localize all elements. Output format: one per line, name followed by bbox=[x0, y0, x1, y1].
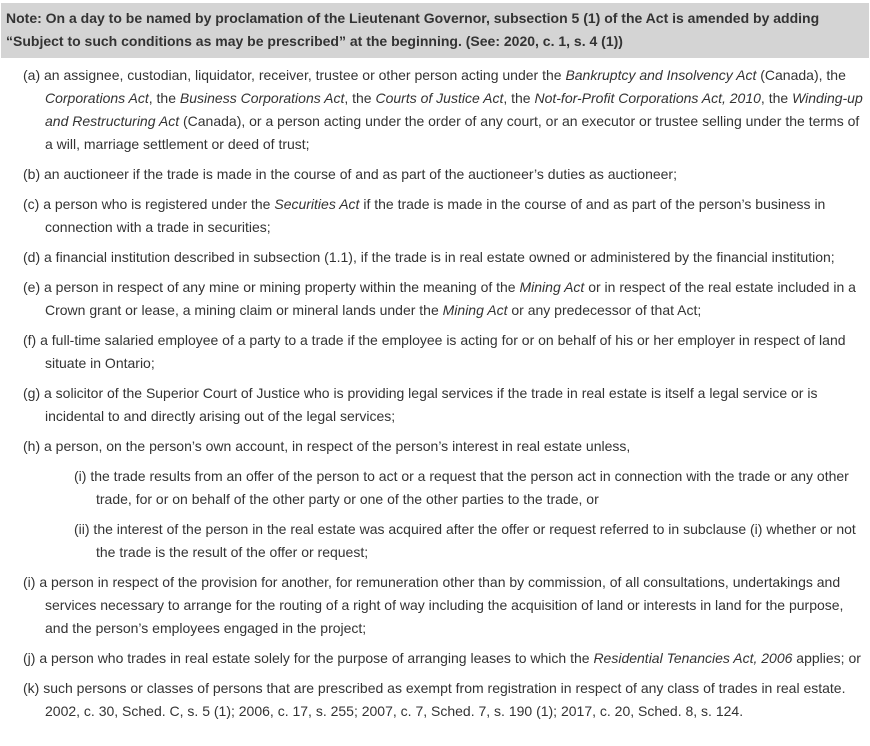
clause-g: (g) a solicitor of the Superior Court of Justice who is providing legal services if the trade in real estate is itself a legal service or is incidental to and directly arising out of the legal services; bbox=[23, 385, 818, 424]
clause-a-text-5: , the bbox=[503, 90, 535, 106]
clause-a-text-6: , the bbox=[760, 90, 793, 106]
clause-a-text-3: , the bbox=[148, 90, 180, 106]
clause-a-act-business-corporations: Business Corporations Act bbox=[179, 90, 345, 106]
clause-f: (f) a full-time salaried employee of a party to a trade if the employee is acting for or on behalf of his or her employer in respect of land situate in Ontario; bbox=[23, 332, 846, 371]
exemption-list bbox=[0, 58, 870, 723]
clause-e-act-mining-2: Mining Act bbox=[442, 302, 508, 318]
clause-a-act-bankruptcy: Bankruptcy and Insolvency Act bbox=[565, 67, 757, 83]
clause-d: (d) a financial institution described in subsection (1.1), if the trade is in real estate owned or administered by the financial institution; bbox=[23, 249, 835, 265]
clause-a-text-1: (a) an assignee, custodian, liquidator, receiver, trustee or other person acting under the bbox=[23, 67, 566, 83]
clause-a-text-4: , the bbox=[344, 90, 376, 106]
clause-c-act-securities: Securities Act bbox=[274, 196, 360, 212]
clause-c bbox=[0, 193, 870, 239]
clause-k: (k) such persons or classes of persons that are prescribed as exempt from registration in respect of any class of trades in real estate. 2002, c. 30, Sched. C, s. 5 (1); 2006, c. 17, s. 255; 2007, c. 7, Sched. 7, s. 190 (1); 2017, c. 20, Sched. 8, s. 124. bbox=[23, 680, 846, 719]
clause-i: (i) a person in respect of the provision for another, for remuneration other than by commission, of all consultations, undertakings and services necessary to arrange for the routing of a right of way including the acquisition of land or interests in land for the purpose, and the person’s employees engaged in the project; bbox=[23, 574, 844, 636]
subclause-ii: (ii) the interest of the person in the real estate was acquired after the offer or request referred to in subclause (i) whether or not the trade is the result of the offer or request; bbox=[74, 521, 856, 560]
clause-e bbox=[0, 276, 870, 322]
clause-e-text-2: or in respect of the real estate included in a Crown grant or lease, a mining claim or mineral lands under the bbox=[45, 279, 856, 318]
clause-j-act-residential: Residential Tenancies Act, 2006 bbox=[593, 650, 793, 666]
clause-a-text-2: (Canada), the bbox=[756, 67, 846, 83]
clause-e-text-3: or any predecessor of that Act; bbox=[507, 302, 702, 318]
clause-a-text-7: (Canada), or a person acting under the order of any court, or an executor or trustee selling under the terms of a will, marriage settlement or deed of trust; bbox=[45, 113, 860, 152]
clause-h: (h) a person, on the person’s own account, in respect of the person’s interest in real estate unless, bbox=[23, 438, 631, 454]
clause-a-act-corporations: Corporations Act bbox=[45, 90, 149, 106]
clause-a-act-nonprofit: Not-for-Profit Corporations Act, 2010 bbox=[534, 90, 761, 106]
clause-c-text-1: (c) a person who is registered under the bbox=[23, 196, 275, 212]
clause-a-act-winding-up: Winding-up and Restructuring Act bbox=[45, 90, 863, 129]
clause-c-text-2: if the trade is made in the course of and as part of the person’s business in connection with a trade in securities; bbox=[45, 196, 826, 235]
clause-j-text-1: (j) a person who trades in real estate solely for the purpose of arranging leases to which the bbox=[23, 650, 594, 666]
amendment-note: Note: On a day to be named by proclamation of the Lieutenant Governor, subsection 5 (1) of the Act is amended by adding “Subject to such conditions as may be prescribed” at the beginning. (See: 2020, c. 1, s. 4 (1)) bbox=[1, 3, 869, 58]
clause-a bbox=[0, 64, 870, 156]
clause-j-text-2: applies; or bbox=[792, 650, 861, 666]
clause-j bbox=[0, 647, 870, 670]
clause-e-text-1: (e) a person in respect of any mine or mining property within the meaning of the bbox=[23, 279, 520, 295]
clause-e-act-mining-1: Mining Act bbox=[519, 279, 585, 295]
subclause-i: (i) the trade results from an offer of the person to act or a request that the person act in connection with the trade or any other trade, for or on behalf of the other party or one of the other parties to the trade, or bbox=[74, 468, 849, 507]
clause-a-act-courts: Courts of Justice Act bbox=[375, 90, 504, 106]
clause-b: (b) an auctioneer if the trade is made in the course of and as part of the auctioneer’s duties as auctioneer; bbox=[23, 166, 677, 182]
